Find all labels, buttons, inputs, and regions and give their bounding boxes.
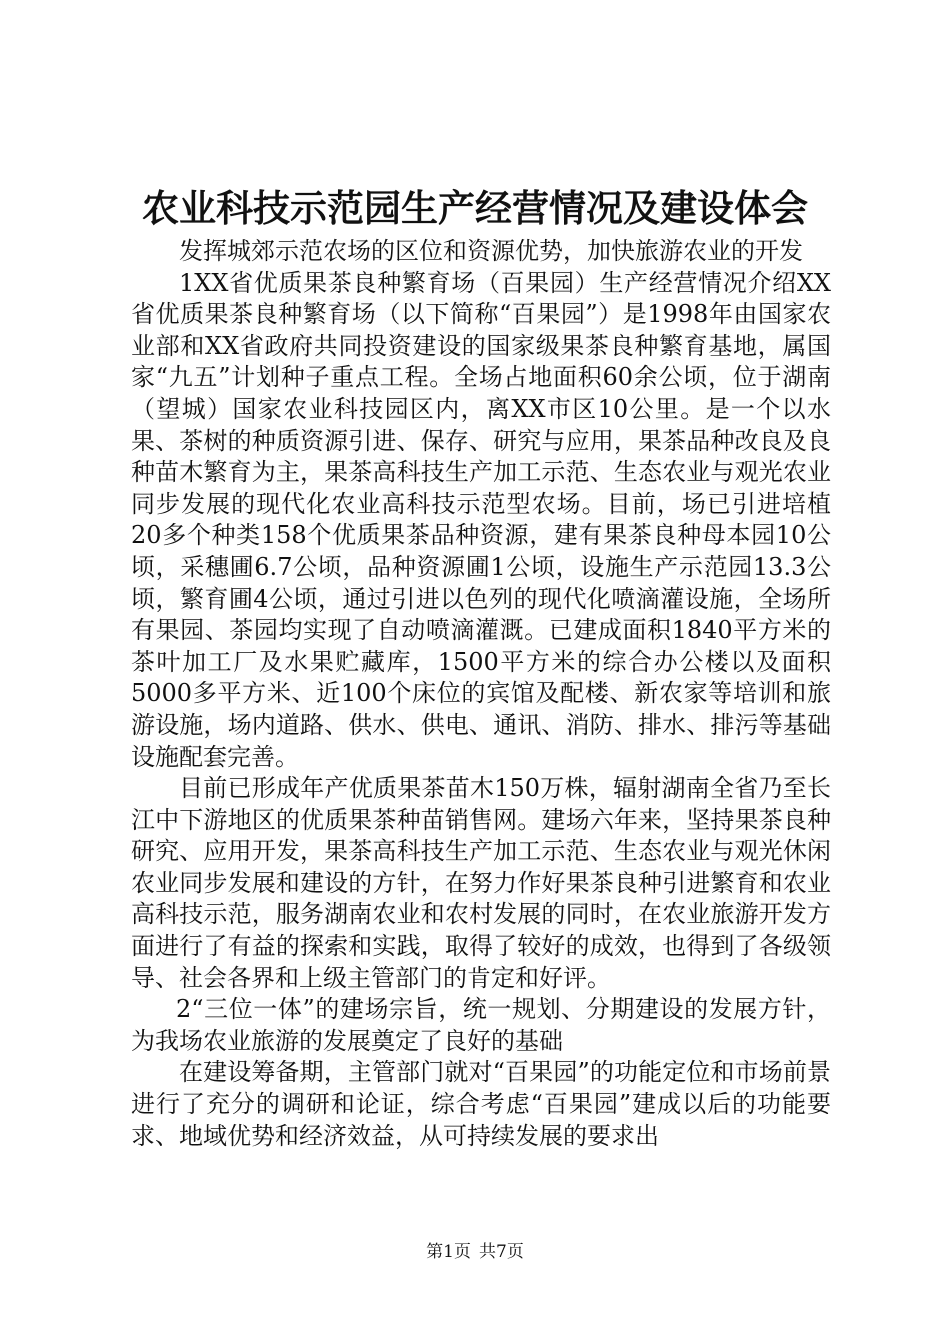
paragraph-planning: 在建设筹备期，主管部门就对“百果园”的功能定位和市场前景进行了充分的调研和论证，综合考虑“百果园”建成以后的功能要求、地域优势和经济效益，从可持续发展的要求出 [131,1058,831,1150]
document-title: 农业科技示范园生产经营情况及建设体会 [142,186,808,230]
document-body [131,236,831,1152]
paragraph-section-2-heading: 2“三位一体”的建场宗旨，统一规划、分期建设的发展方针，为我场农业旅游的发展奠定了良好的基础 [131,995,831,1055]
page-total: 共7页 [479,1242,524,1262]
paragraph-intro: 1XX省优质果茶良种繁育场（百果园）生产经营情况介绍XX省优质果茶良种繁育场（以下简称“百果园”）是1998年由国家农业部和XX省政府共同投资建设的国家级果茶良种繁育基地，属国家“九五”计划种子重点工程。全场占地面积60余公顷，位于湖南（望城）国家农业科技园区内，离XX市区10公里。是一个以水果、茶树的种质资源引进、保存、研究与应用，果茶品种改良及良种苗木繁育为主，果茶高科技生产加工示范、生态农业与观光农业同步发展的现代化农业高科技示范型农场。目前，场已引进培植20多个种类158个优质果茶品种资源，建有果茶良种母本园10公顷，采穗圃6.7公顷，品种资源圃1公顷，设施生产示范园13.3公顷，繁育圃4公顷，通过引进以色列的现代化喷滴灌设施，全场所有果园、茶园均实现了自动喷滴灌溉。已建成面积1840平方米的茶叶加工厂及水果贮藏库，1500平方米的综合办公楼以及面积5000多平方米、近100个床位的宾馆及配楼、新农家等培训和旅游设施，场内道路、供水、供电、通讯、消防、排水、排污等基础设施配套完善。 [131,268,831,771]
paragraph-subtitle: 发挥城郊示范农场的区位和资源优势，加快旅游农业的开发 [179,237,803,265]
page-footer [0,1240,950,1264]
page-number: 第1页 [426,1242,471,1262]
paragraph-achievements: 目前已形成年产优质果茶苗木150万株，辐射湖南全省乃至长江中下游地区的优质果茶种苗销售网。建场六年来，坚持果茶良种研究、应用开发，果茶高科技生产加工示范、生态农业与观光休闲农业同步发展和建设的方针，在努力作好果茶良种引进繁育和农业高科技示范，服务湖南农业和农村发展的同时，在农业旅游开发方面进行了有益的探索和实践，取得了较好的成效，也得到了各级领导、社会各界和上级主管部门的肯定和好评。 [131,774,831,992]
